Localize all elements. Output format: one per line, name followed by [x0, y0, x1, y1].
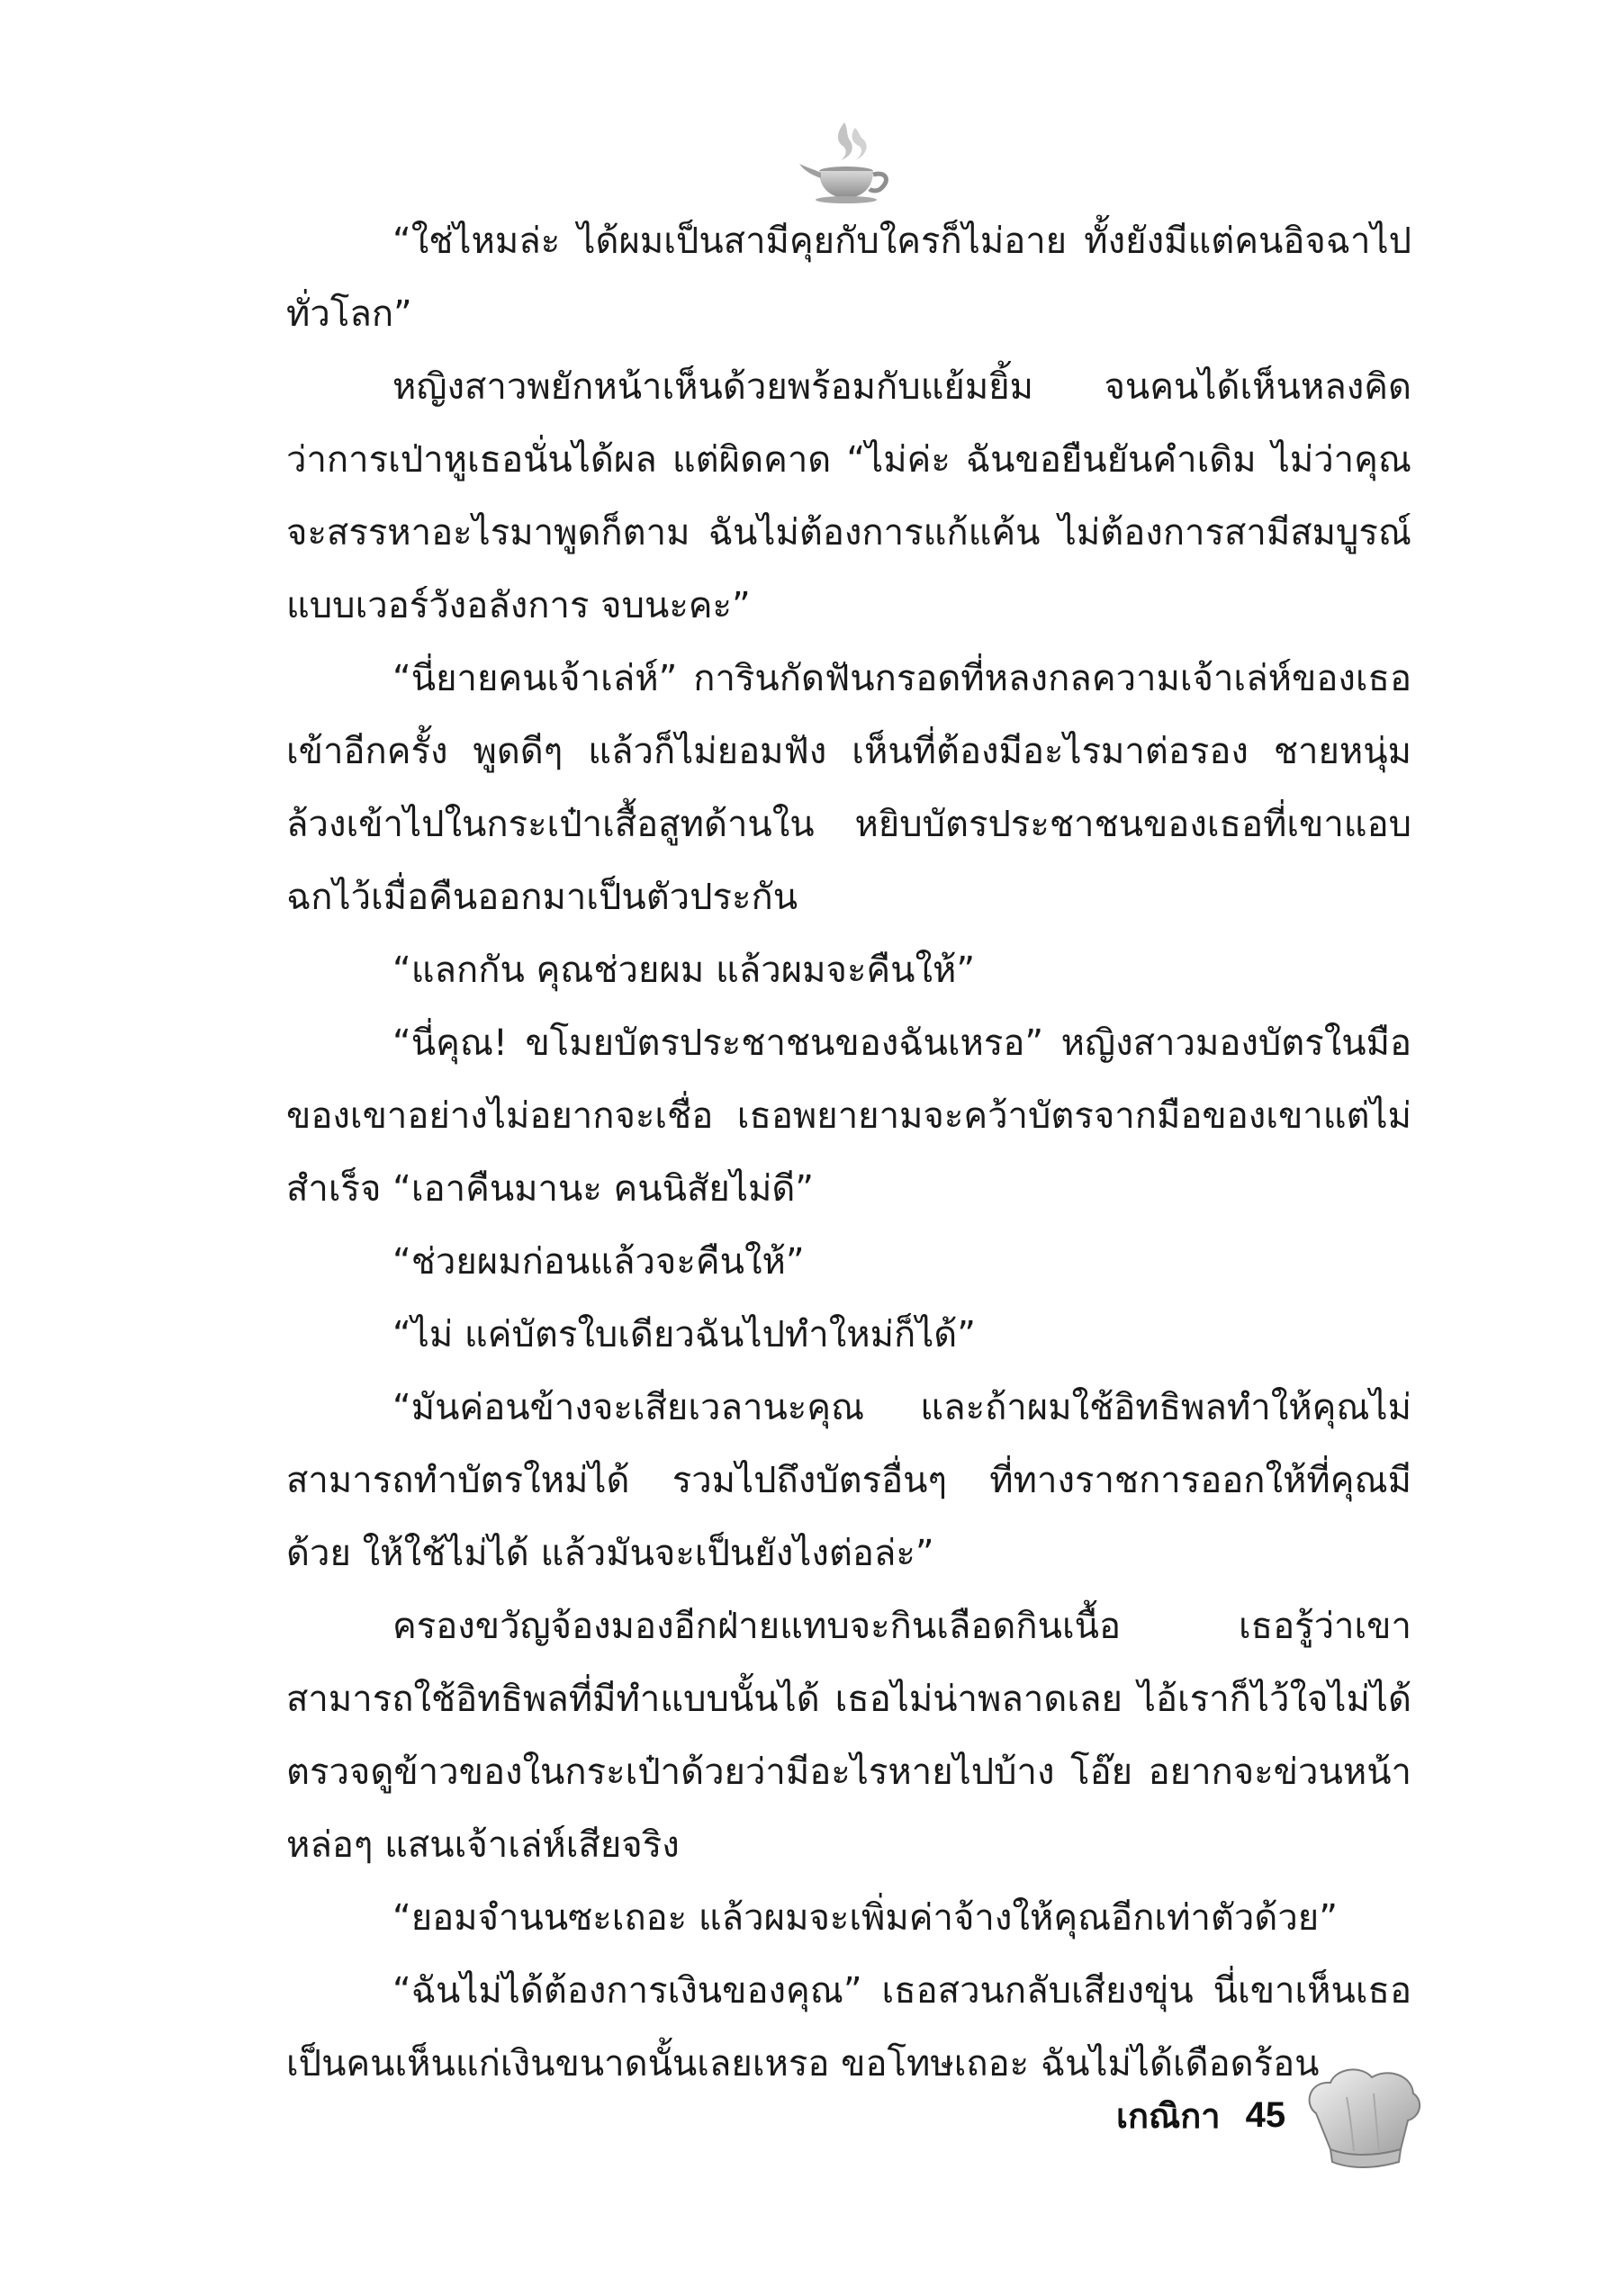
paragraph: “แลกกัน คุณช่วยผม แล้วผมจะคืนให้”: [392, 950, 976, 991]
page-footer: [1116, 2061, 1426, 2169]
page-number: 45: [1245, 2094, 1286, 2135]
paragraph: “ใช่ไหมล่ะ ได้ผมเป็นสามีคุยกับใครก็ไม่อาย ทั้งยังมีแต่คนอิจฉาไปทั่วโลก”: [286, 221, 1411, 335]
paragraph: “ช่วยผมก่อนแล้วจะคืนให้”: [392, 1241, 805, 1283]
story-body: [286, 205, 1411, 2101]
paragraph: “ยอมจำนนซะเถอะ แล้วผมจะเพิ่มค่าจ้างให้คุณอีกเท่าตัวด้วย”: [392, 1897, 1338, 1939]
paragraph: “นี่ยายคนเจ้าเล่ห์” การินกัดฟันกรอดที่หลงกลความเจ้าเล่ห์ของเธอเข้าอีกครั้ง พูดดีๆ แล้วก็ไม่ยอมฟัง เห็นที่ต้องมีอะไรมาต่อรอง ชายหนุ่มล้วงเข้าไปในกระเป๋าเสื้อสูทด้านใน หยิบบัตรประชาชนของเธอที่เขาแอบฉกไว้เมื่อคืนออกมาเป็นตัวประกัน: [286, 658, 1411, 918]
paragraph: “นี่คุณ! ขโมยบัตรประชาชนของฉันเหรอ” หญิงสาวมองบัตรในมือของเขาอย่างไม่อยากจะเชื่อ เธอพยายามจะคว้าบัตรจากมือของเขาแต่ไม่สำเร็จ “เอาคืนมานะ คนนิสัยไม่ดี”: [286, 1022, 1411, 1210]
paragraph: “ไม่ แค่บัตรใบเดียวฉันไปทำใหม่ก็ได้”: [392, 1314, 977, 1355]
running-title: เกณิกา: [1116, 2095, 1221, 2136]
paragraph: “ฉันไม่ได้ต้องการเงินของคุณ” เธอสวนกลับเสียงขุ่น นี่เขาเห็นเธอเป็นคนเห็นแก่เงินขนาดนั้นเลยเหรอ ขอโทษเถอะ ฉันไม่ได้เดือดร้อน: [286, 1970, 1411, 2084]
chef-hat-icon: [1300, 2061, 1426, 2169]
teapot-ornament-icon: [792, 115, 900, 205]
paragraph: “มันค่อนข้างจะเสียเวลานะคุณ และถ้าผมใช้อิทธิพลทำให้คุณไม่สามารถทำบัตรใหม่ได้ รวมไปถึงบัตรอื่นๆ ที่ทางราชการออกให้ที่คุณมีด้วย ให้ใช้ไม่ได้ แล้วมันจะเป็นยังไงต่อล่ะ”: [286, 1387, 1411, 1574]
paragraph: หญิงสาวพยักหน้าเห็นด้วยพร้อมกับแย้มยิ้ม จนคนได้เห็นหลงคิดว่าการเป่าหูเธอนั่นได้ผล แต่ผิดคาด “ไม่ค่ะ ฉันขอยืนยันคำเดิม ไม่ว่าคุณจะสรรหาอะไรมาพูดก็ตาม ฉันไม่ต้องการแก้แค้น ไม่ต้องการสามีสมบูรณ์แบบเวอร์วังอลังการ จบนะคะ”: [286, 366, 1411, 626]
paragraph: ครองขวัญจ้องมองอีกฝ่ายแทบจะกินเลือดกินเนื้อ เธอรู้ว่าเขาสามารถใช้อิทธิพลที่มีทำแบบนั้นได้ เธอไม่น่าพลาดเลย ไอ้เราก็ไว้ใจไม่ได้ ตรวจดูข้าวของในกระเป๋าด้วยว่ามีอะไรหายไปบ้าง โอ๊ย อยากจะข่วนหน้าหล่อๆ แสนเจ้าเล่ห์เสียจริง: [286, 1606, 1411, 1866]
